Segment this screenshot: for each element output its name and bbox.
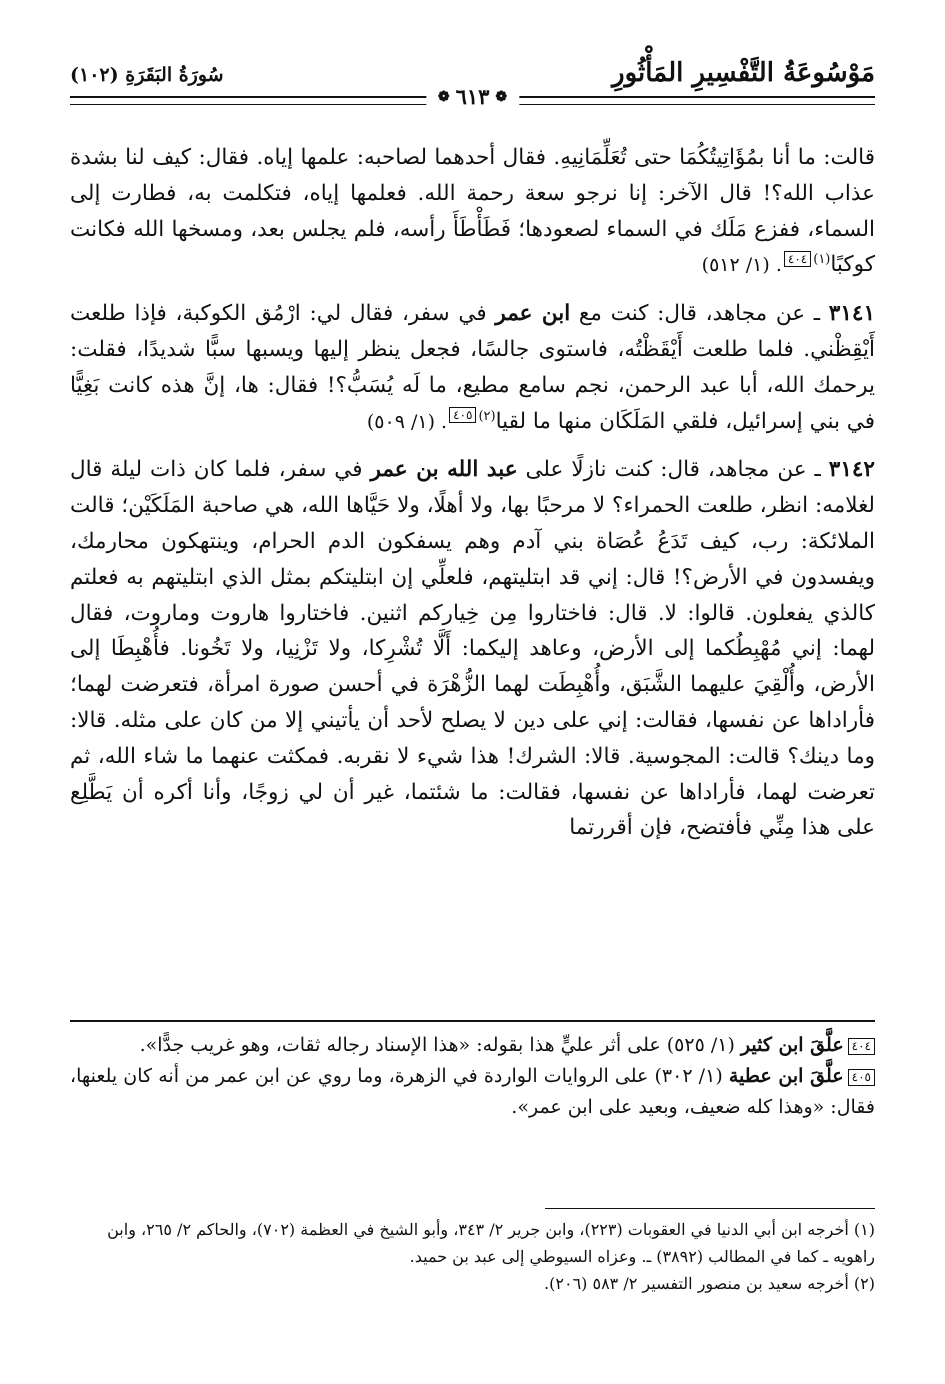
running-title: مَوْسُوعَةُ التَّفْسِيرِ المَأْثُورِ: [612, 58, 875, 88]
narration-3141: [70, 296, 875, 440]
paragraph-text: قالت: ما أنا بمُؤَاتِيتُكُمَا حتى تُعَلِّمَانِيهِ. فقال أحدهما لصاحبه: علمها إياه. فقال: كيف لنا بشدة عذاب الله؟! قال الآخر: إنا نرجو سعة رحمة الله. فعلمها إياه، فتكلمت به، فطارت إلى السماء، ففزع مَلَك في السماء لصعودها؛ فَطَأْطَأَ رأسه، فلم يجلس بعد، ومسخها الله فكانت كوكبًا: [70, 145, 875, 278]
commentary-tag: ٤٠٥: [848, 1069, 875, 1086]
page-number-box: [426, 84, 519, 109]
footnotes: [70, 1216, 875, 1297]
paragraph-continuation: [70, 140, 875, 284]
commentator-name: علَّقَ ابن كثير: [740, 1034, 844, 1056]
footnote-ref: (١): [813, 252, 831, 268]
footnote: (١) أخرجه ابن أبي الدنيا في العقوبات (٢٢٣)، وابن جرير ٢/ ٣٤٣، وأبو الشيخ في العظمة (٧٠٢)، والحاكم ٢/ ٢٦٥، وابن راهويه ـ كما في المطالب (٣٨٩٢) ـ. وعزاه السيوطي إلى عبد بن حميد.: [107, 1220, 875, 1266]
commentary-tag: ٤٠٤: [784, 251, 811, 267]
verse-number: (١٠٢): [70, 64, 119, 86]
ornament-icon: ❁: [437, 88, 450, 105]
narration-3142: [70, 452, 875, 846]
footnote-rule: [545, 1208, 875, 1209]
narration-number: ٣١٤٢: [828, 457, 875, 483]
surah-verse-label: [70, 64, 224, 86]
narrator-name: عبد الله بن عمر: [370, 457, 518, 483]
footnote: (٢) أخرجه سعيد بن منصور التفسير ٢/ ٥٨٣ (٢٠٦).: [544, 1274, 875, 1293]
page-header: [70, 52, 875, 112]
surah-name: سُورَةُ البَقَرَةِ: [125, 64, 224, 86]
ornament-icon: ❁: [495, 88, 508, 105]
commentary-tag: ٤٠٤: [848, 1038, 875, 1055]
narration-text: ـ عن مجاهد، قال: كنت نازلًا على: [525, 457, 821, 483]
narrator-name: ابن عمر: [495, 301, 571, 327]
commentary-text: (١/ ٥٢٥) على أثر عليٍّ هذا بقوله: «هذا الإسناد رجاله ثقات، وهو غريب جدًّا».: [139, 1034, 735, 1056]
page-number: ٦١٣: [455, 84, 490, 109]
commentary-rule: [70, 1020, 875, 1022]
footnote-ref: (٢): [478, 408, 496, 424]
narration-number: ٣١٤١: [828, 301, 875, 327]
commentator-name: علَّقَ ابن عطية: [728, 1065, 844, 1087]
commentary-text: (١/ ٣٠٢) على الروايات الواردة في الزهرة، وما روي عن ابن عمر من أنه كان يلعنها، فقال: «وهذا كله ضعيف، وبعيد على ابن عمر».: [70, 1065, 875, 1118]
narration-text: في سفر، فقال لي: ارْمُق الكوكبة، فإذا طلعت أَيْقِظْني. فلما طلعت أَيْقَظْتُه، فاستوى جالسًا، فجعل ينظر إليها ويسبها سبًّا شديدًا، فقلت: يرحمك الله، أبا عبد الرحمن، نجم سامع مطيع، ما لَه يُسَبُّ؟! فقال: ها، إنَّ هذه كانت بَغِيًّا في بني إسرائيل، فلقي المَلَكَان منها ما لقيا: [70, 301, 875, 434]
main-text: [70, 140, 875, 858]
commentary-item: [70, 1061, 875, 1123]
source-ref: . (١/ ٥١٢): [701, 254, 782, 277]
commentary-tag: ٤٠٥: [449, 407, 476, 423]
source-ref: . (١/ ٥٠٩): [366, 410, 448, 433]
narration-text: في سفر، فلما كان ذات ليلة قال لغلامه: انظر، طلعت الحمراء؟ لا مرحبًا بها، ولا أهلًا، ولا حَيَّاها الله، هي صاحبة المَلَكَيْن؛ قالت الملائكة: رب، كيف تَدَعُ عُصَاة بني آدم وهم يسفكون الدم الحرام، وينتهكون محارمك، ويفسدون في الأرض؟! قال: إني قد ابتليتهم، فلعلِّي إن ابتليتكم بمثل الذي ابتليتهم به فعلتم كالذي يفعلون. قالوا: لا. قال: فاختاروا مِن خِياركم اثنين. فاختاروا هاروت وماروت، فقال لهما: إني مُهْبِطُكما إلى الأرض، وعاهد إليكما: أَلَّا تُشْرِكا، ولا تَزْنِيا، ولا تَخُونا. فأُهْبِطَا إلى الأرض، وأُلْقِيَ عليهما الشَّبَق، وأُهْبِطَت لهما الزُّهْرَة في أحسن صورة امرأة، فتعرضت لهما؛ فأراداها عن نفسها، فقالت: إني على دين لا يصلح لأحد أن يأتيني إلا من كان على مثله. قالا: وما دينك؟ قالت: المجوسية. قالا: الشرك! هذا شيء لا نقربه. فمكثت عنهما ما شاء الله، ثم تعرضت لهما، فأراداها عن نفسها، فقالت: ما شئتما، غير أن لي زوجًا، وأنا أكره أن يَطَّلِع على هذا مِنِّي فأفتضح، فإن أقررتما: [70, 457, 875, 841]
commentary-item: [70, 1030, 875, 1061]
narration-text: ـ عن مجاهد، قال: كنت مع: [578, 301, 821, 327]
commentary-section: [70, 1030, 875, 1123]
